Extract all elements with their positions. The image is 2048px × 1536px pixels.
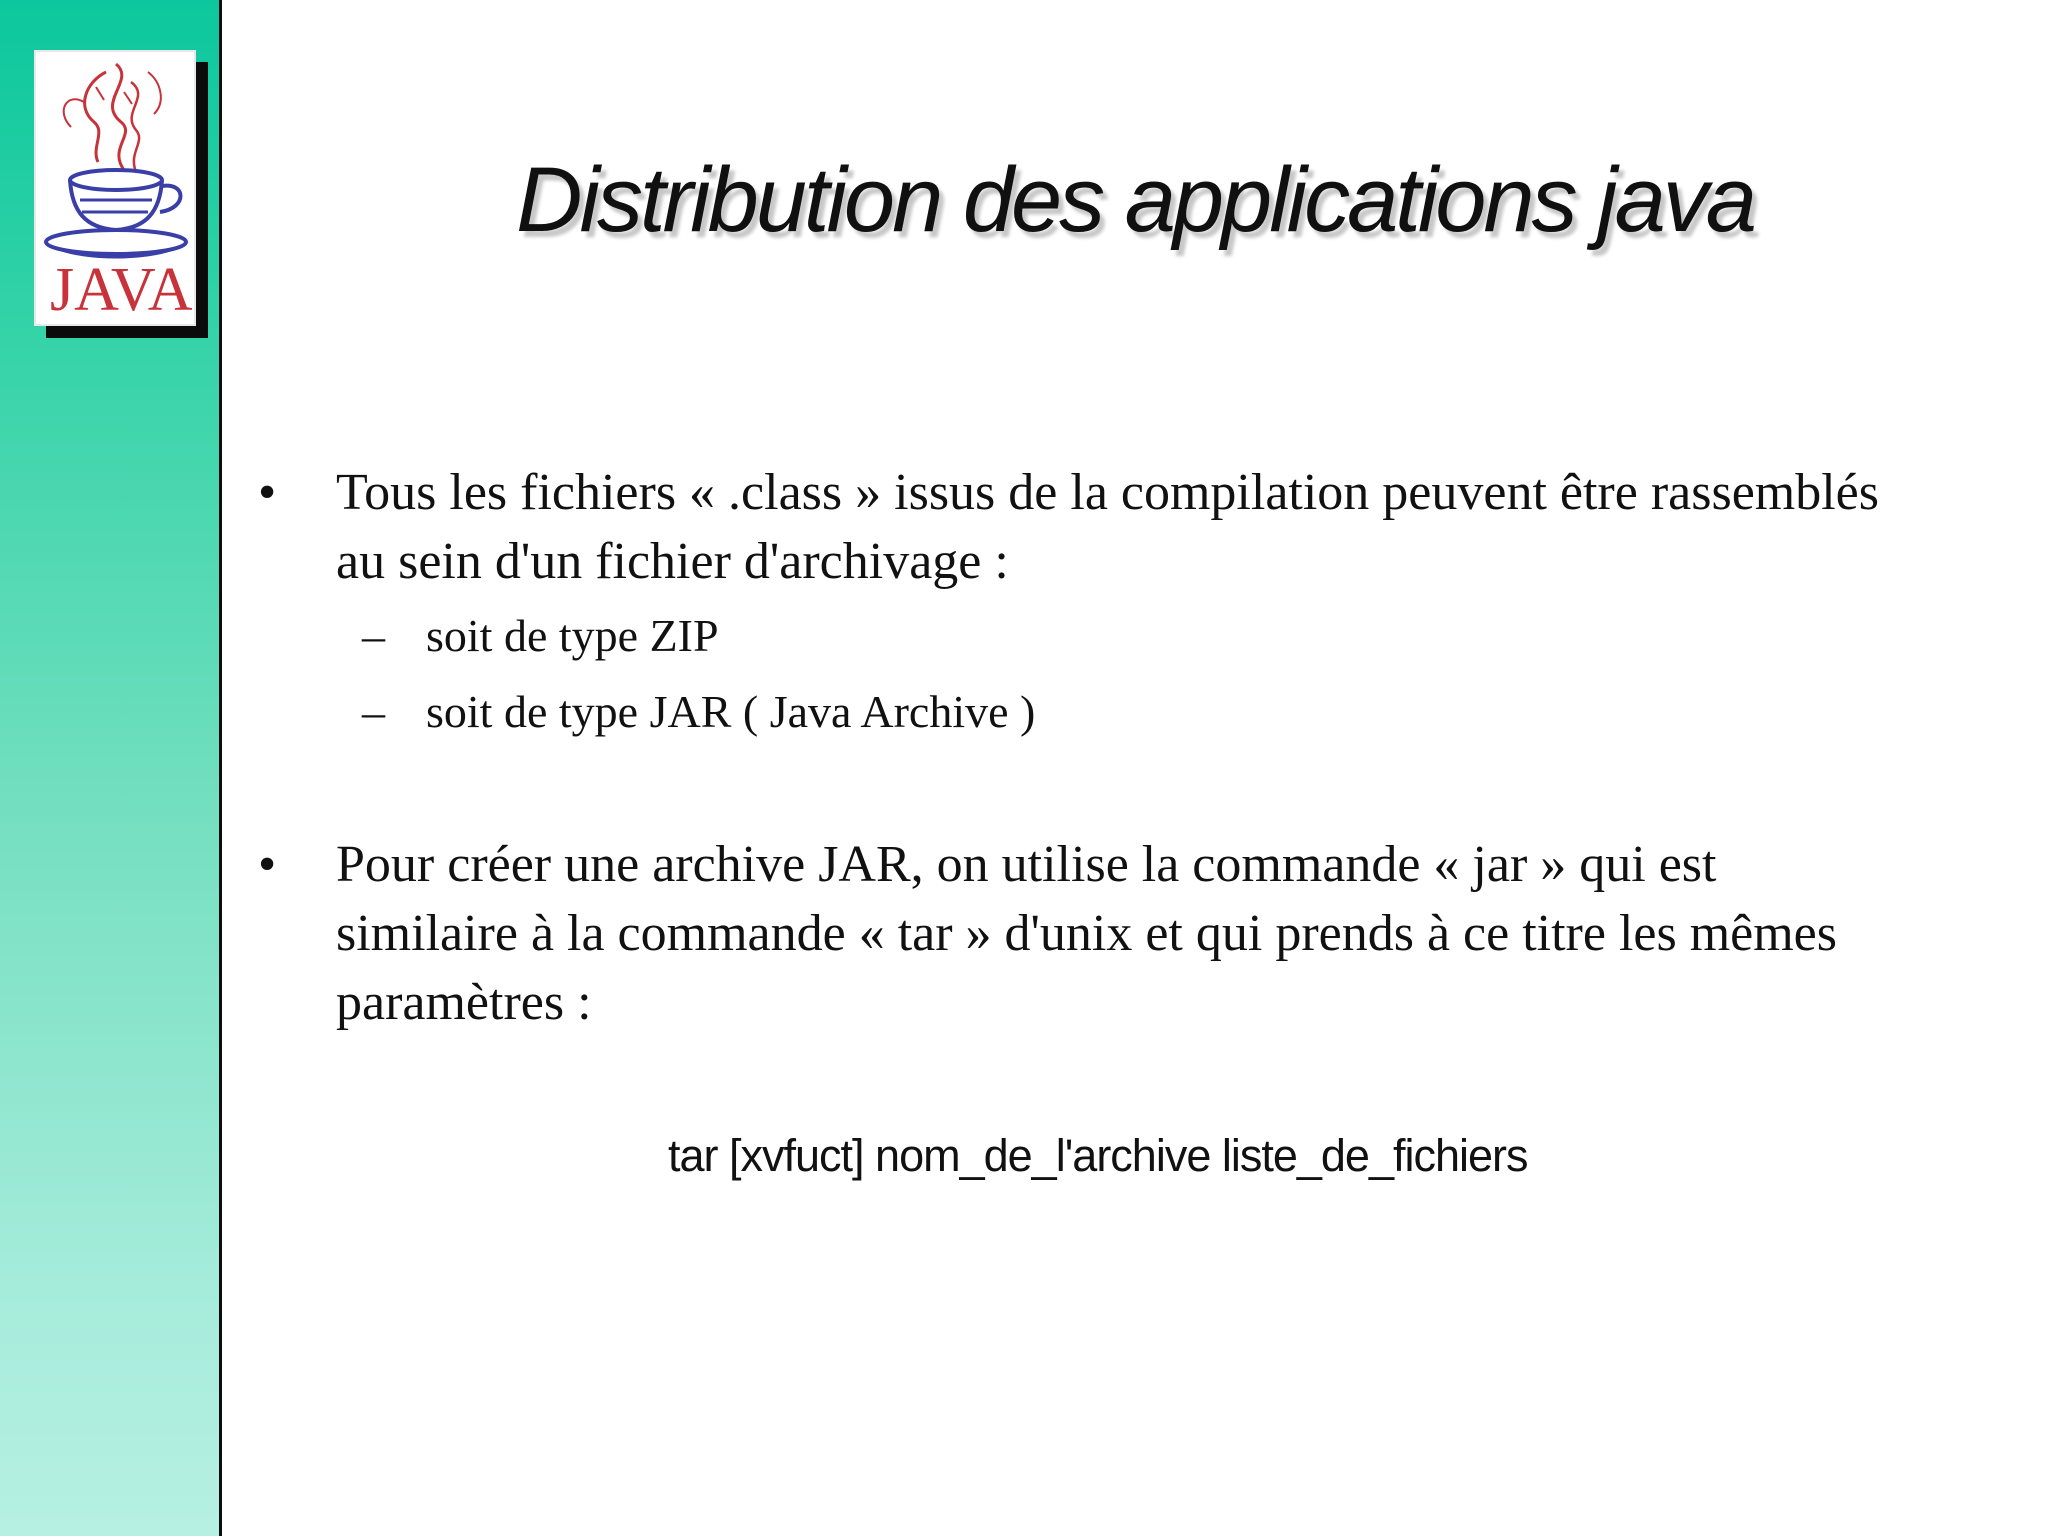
sub-bullet-marker: – [362,610,385,661]
slide-title: Distribution des applications java [516,149,1754,251]
logo-text: JAVA [50,256,193,324]
bullet-text: Tous les fichiers « .class » issus de la compilation peuvent être rassemblés au sein d'un fichier d'archivage : [336,464,1879,590]
bullet-text: Pour créer une archive JAR, on utilise la commande « jar » qui est similaire à la commande « tar » d'unix et qui prends à ce titre les mêmes paramètres : [336,836,1837,1031]
sub-bullet-marker: – [362,686,385,737]
command-example: tar [xvfuct] nom_de_l'archive liste_de_fichiers [668,1130,1528,1181]
sub-bullet-text: soit de type JAR ( Java Archive ) [426,686,1036,737]
bullet-marker: • [258,836,277,893]
bullet-marker: • [258,464,277,521]
sub-bullet-text: soit de type ZIP [426,610,719,661]
